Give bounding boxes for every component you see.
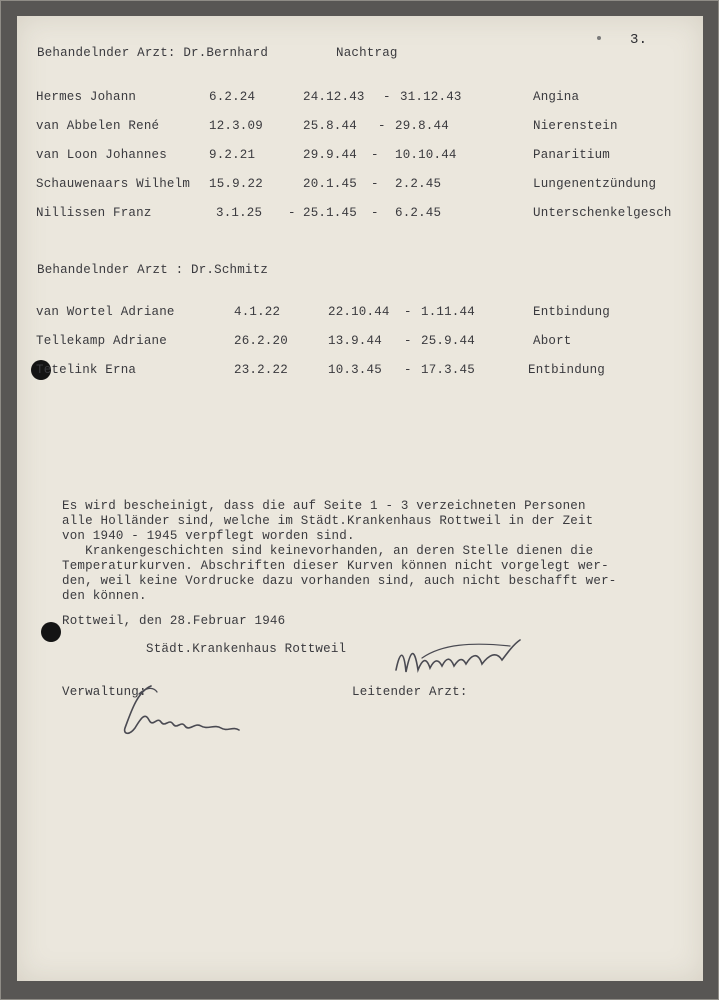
certification-line: Temperaturkurven. Abschriften dieser Kurven können nicht vorgelegt wer-: [62, 559, 609, 573]
admission-date: 13.9.44: [328, 334, 382, 348]
certification-line: den können.: [62, 589, 147, 603]
birth-date: 4.1.22: [234, 305, 281, 319]
admission-date: 29.9.44: [303, 148, 357, 162]
admission-date: 25.1.45: [303, 206, 357, 220]
date-dash: -: [371, 177, 379, 191]
verwaltung-label: Verwaltung:: [62, 685, 147, 699]
diagnosis: Unterschenkelgesch: [533, 206, 672, 220]
patient-name: van Wortel Adriane: [36, 305, 175, 319]
discharge-date: 17.3.45: [421, 363, 475, 377]
birth-date: 12.3.09: [209, 119, 263, 133]
punch-hole-bottom: [41, 622, 61, 642]
patient-name: Hermes Johann: [36, 90, 137, 104]
birth-date: 15.9.22: [209, 177, 263, 191]
patient-name: van Loon Johannes: [36, 148, 167, 162]
diagnosis: Angina: [533, 90, 580, 104]
discharge-date: 10.10.44: [395, 148, 457, 162]
date-dash: -: [404, 305, 412, 319]
certification-line: Krankengeschichten sind keinevorhanden, an deren Stelle dienen die: [62, 544, 594, 558]
discharge-date: 6.2.45: [395, 206, 442, 220]
discharge-date: 31.12.43: [400, 90, 462, 104]
diagnosis: Entbindung: [528, 363, 606, 377]
patient-name: Schauwenaars Wilhelm: [36, 177, 191, 191]
patient-name: Tellekamp Adriane: [36, 334, 167, 348]
certification-line: den, weil keine Vordrucke dazu vorhanden sind, auch nicht beschafft wer-: [62, 574, 617, 588]
admission-date: 22.10.44: [328, 305, 390, 319]
date-dash: -: [404, 334, 412, 348]
row-dash: -: [288, 206, 296, 220]
birth-date: 9.2.21: [209, 148, 256, 162]
section2-header: Behandelnder Arzt : Dr.Schmitz: [37, 263, 269, 277]
date-dash: -: [383, 90, 391, 104]
admission-date: 10.3.45: [328, 363, 382, 377]
institution-name: Städt.Krankenhaus Rottweil: [146, 642, 347, 656]
date-dash: -: [371, 148, 379, 162]
discharge-date: 1.11.44: [421, 305, 475, 319]
date-dash: -: [378, 119, 386, 133]
certification-line: alle Holländer sind, welche im Städt.Krankenhaus Rottweil in der Zeit: [62, 514, 594, 528]
admission-date: 20.1.45: [303, 177, 357, 191]
birth-date: 23.2.22: [234, 363, 288, 377]
section1-header: Behandelnder Arzt: Dr.Bernhard: [37, 46, 269, 60]
signature-doctor: [392, 630, 532, 690]
discharge-date: 29.8.44: [395, 119, 449, 133]
diagnosis: Abort: [533, 334, 572, 348]
date-dash: -: [371, 206, 379, 220]
admission-date: 25.8.44: [303, 119, 357, 133]
birth-date: 3.1.25: [216, 206, 263, 220]
date-dash: -: [404, 363, 412, 377]
paper-mark: [597, 36, 601, 40]
diagnosis: Nierenstein: [533, 119, 618, 133]
discharge-date: 2.2.45: [395, 177, 442, 191]
certification-line: von 1940 - 1945 verpflegt worden sind.: [62, 529, 355, 543]
birth-date: 26.2.20: [234, 334, 288, 348]
signature-administration: [115, 682, 255, 742]
discharge-date: 25.9.44: [421, 334, 475, 348]
patient-name: Tetelink Erna: [36, 363, 137, 377]
patient-name: Nillissen Franz: [36, 206, 152, 220]
section1-addendum-label: Nachtrag: [336, 46, 398, 60]
page-number: 3.: [630, 32, 648, 48]
diagnosis: Lungenentzündung: [533, 177, 657, 191]
leitender-arzt-label: Leitender Arzt:: [352, 685, 468, 699]
diagnosis: Panaritium: [533, 148, 611, 162]
certification-line: Es wird bescheinigt, dass die auf Seite 1 - 3 verzeichneten Personen: [62, 499, 586, 513]
diagnosis: Entbindung: [533, 305, 611, 319]
birth-date: 6.2.24: [209, 90, 256, 104]
place-date: Rottweil, den 28.Februar 1946: [62, 614, 286, 628]
patient-name: van Abbelen René: [36, 119, 160, 133]
admission-date: 24.12.43: [303, 90, 365, 104]
